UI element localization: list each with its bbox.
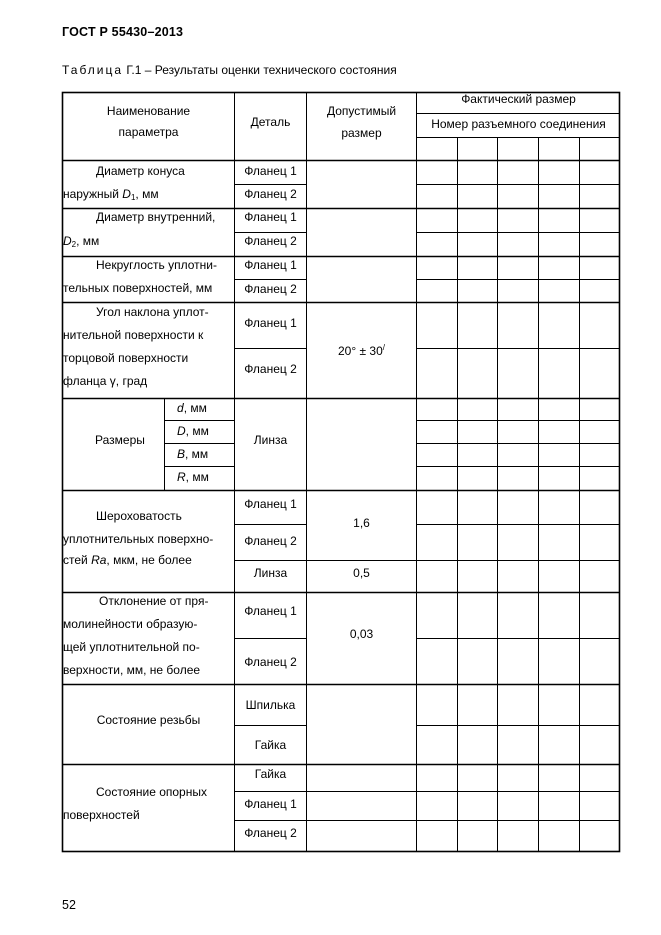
detail-flange-1: Фланец 1 [244, 258, 297, 272]
col-header-allowed-line2: размер [341, 126, 382, 140]
size-R-symbol: R [177, 470, 186, 484]
param-roughness-symbol: Ra [91, 553, 107, 567]
size-B-symbol: B [177, 447, 186, 461]
param-inner-line1: Диаметр внутренний, [96, 210, 216, 224]
size-B-unit: , мм [185, 447, 209, 461]
detail-flange-2: Фланец 2 [244, 534, 297, 548]
allowed-angle-value [307, 336, 416, 363]
detail-flange-1: Фланец 1 [244, 497, 297, 511]
allowed-roughness-value: 1,6 [353, 516, 370, 530]
param-support-line1: Состояние опорных [96, 785, 207, 799]
size-D-unit: , мм [185, 424, 209, 438]
detail-flange-2: Фланец 2 [244, 362, 297, 376]
size-d-unit: , мм [183, 401, 207, 415]
detail-flange-1: Фланец 1 [244, 604, 297, 618]
detail-lens: Линза [253, 433, 288, 447]
allowed-angle-minute: / [382, 343, 385, 352]
param-thread: Состояние резьбы [96, 713, 201, 727]
col-header-param-line2: параметра [118, 125, 179, 139]
col-header-detail: Деталь [250, 115, 291, 129]
detail-flange-2: Фланец 2 [244, 826, 297, 840]
allowed-angle-text: 20° ± 30 [338, 344, 383, 358]
col-header-allowed-line1: Допустимый [326, 104, 397, 118]
param-support-line2: поверхностей [63, 808, 140, 822]
size-d-symbol: d [177, 401, 184, 415]
detail-flange-1: Фланец 1 [244, 316, 297, 330]
param-deviation-line1: Отклонение от пря- [99, 594, 209, 608]
table-caption-label: Таблица [62, 63, 124, 77]
param-cone-symbol: D [122, 187, 131, 201]
param-deviation-line3: щей уплотнительной по- [63, 640, 200, 654]
param-angle-line1: Угол наклона уплот- [96, 305, 209, 319]
col-header-actual: Фактический размер [461, 92, 576, 106]
param-roughness-line1: Шероховатость [96, 509, 182, 523]
detail-lens: Линза [253, 566, 288, 580]
param-inner-subscript: 2 [71, 240, 77, 249]
param-inner-line2 [63, 230, 99, 256]
param-roundness-line1: Некруглость уплотни- [96, 258, 218, 272]
col-header-param-line1: Наименование [106, 104, 191, 118]
param-roundness-line2: тельных поверхностей, мм [63, 281, 213, 295]
param-deviation-line4: верхности, мм, не более [63, 663, 201, 677]
page-number: 52 [62, 898, 76, 912]
detail-flange-1: Фланец 1 [244, 210, 297, 224]
detail-flange-2: Фланец 2 [244, 282, 297, 296]
size-B [177, 443, 208, 466]
param-sizes: Размеры [95, 433, 145, 447]
allowed-deviation-value: 0,03 [349, 627, 374, 641]
param-cone-line1: Диаметр конуса [96, 164, 185, 178]
detail-flange-2: Фланец 2 [244, 187, 297, 201]
param-cone-unit: , мм [135, 187, 159, 201]
param-roughness-prefix: стей [63, 553, 92, 567]
param-roughness-line2: уплотнительных поверхно- [63, 532, 214, 546]
param-inner-unit: , мм [76, 234, 100, 248]
col-header-joint: Номер разъемного соединения [431, 117, 606, 131]
size-R [177, 466, 209, 489]
param-inner-symbol: D [63, 234, 72, 248]
param-cone-line2-text: наружный [63, 187, 123, 201]
param-angle-line2: нительной поверхности к [63, 328, 204, 342]
size-R-unit: , мм [185, 470, 209, 484]
param-roughness-line3 [63, 549, 192, 572]
detail-flange-2: Фланец 2 [244, 234, 297, 248]
size-d [177, 397, 207, 420]
detail-flange-1: Фланец 1 [244, 164, 297, 178]
table-caption-text: Г.1 – Результаты оценки технического состояния [123, 63, 397, 77]
detail-flange-1: Фланец 1 [244, 797, 297, 811]
size-D-symbol: D [177, 424, 186, 438]
detail-stud: Шпилька [245, 698, 296, 712]
detail-nut: Гайка [254, 738, 287, 752]
size-D [177, 420, 209, 443]
document-header: ГОСТ Р 55430–2013 [62, 25, 184, 39]
param-cone-subscript: 1 [130, 193, 136, 202]
param-angle-line3: торцовой поверхности [63, 351, 189, 365]
allowed-roughness-lens-value: 0,5 [353, 566, 370, 580]
detail-flange-2: Фланец 2 [244, 655, 297, 669]
detail-nut: Гайка [254, 767, 287, 781]
param-deviation-line2: молинейности образую- [63, 617, 198, 631]
param-roughness-unit: , мкм, не более [106, 553, 192, 567]
param-angle-line4: фланца γ, град [63, 374, 148, 388]
